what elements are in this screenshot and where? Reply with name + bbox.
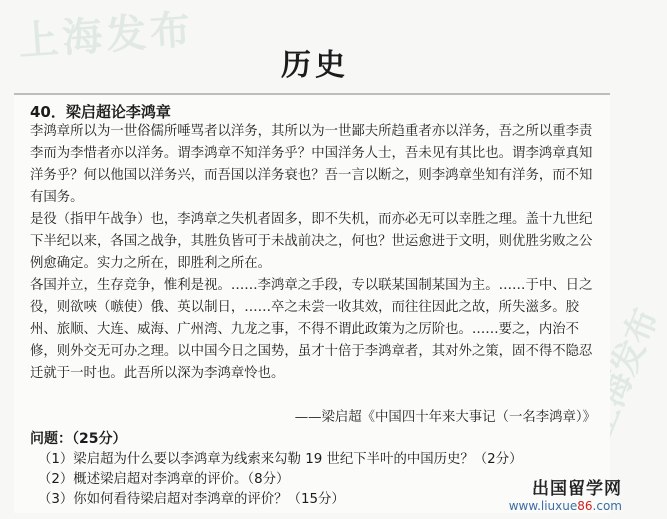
- logo-name: 出国留学网: [532, 479, 622, 499]
- logo-url-suffix: .com: [592, 499, 622, 513]
- watermark-right: 上海发布: [578, 302, 667, 445]
- question-panel: [14, 93, 610, 513]
- sub-question-2: （2）概述梁启超对李鸿章的评价。（8分）: [38, 472, 290, 487]
- logo-url-highlight: 86: [577, 499, 593, 513]
- page-title: 历史: [281, 48, 349, 83]
- passage-paragraph-2: 是役（指甲午战争）也，李鸿章之失机者固多，即不失机，而亦必无可以幸胜之理。盖十九世纪下半纪以来，各国之战争，其胜负皆可于未战前决之，何也？世运愈进于文明，则优胜劣败之公例愈确定。实力之所在，即胜利之所在。: [30, 212, 593, 271]
- passage-source: ——梁启超《中国四十年来大事记（一名李鸿章）》: [294, 410, 596, 425]
- site-logo: [509, 474, 622, 513]
- logo-url: [509, 499, 622, 513]
- logo-url-prefix: www.liuxue: [508, 499, 578, 513]
- questions-title: 问题：（25分）: [30, 431, 127, 447]
- sub-question-1: （1）梁启超为什么要以李鸿章为线索来勾勒 19 世纪下半叶的中国历史？（2分）: [38, 452, 523, 467]
- passage-paragraph-1: 李鸿章所以为一世俗儒所唾骂者以洋务，其所以为一世鄙夫所趋重者亦以洋务，吾之所以重李责李而为李惜者亦以洋务。谓李鸿章不知洋务乎？中国洋务人士，吾未见有其比也。谓李鸿章真知洋务乎？何以他国以洋务兴，而吾国以洋务衰也？吾一言以断之，则李鸿章坐知有洋务，而不知有国务。: [30, 124, 593, 205]
- watermark-top: 上海发布: [16, 6, 196, 66]
- sub-question-3: （3）你如何看待梁启超对李鸿章的评价？（15分）: [38, 492, 345, 507]
- question-heading: 40．梁启超论李鸿章: [30, 103, 171, 121]
- passage-paragraph-3: 各国并立，生存竞争，惟利是视。……李鸿章之手段，专以联某国制某国为主。……于中、日之役，则欲唊（嗾使）俄、英以制日，……卒之未尝一收其效，而往往因此之故，所失滋多。胶州、旅顺、大连、威海、广州湾、九龙之事，不得不谓此政策为之厉阶也。……要之，内治不修，则外交无可办之理。以中国今日之国势，虽才十倍于李鸿章者，其对外之策，固不得不隐忍迁就于一时也。此吾所以深为李鸿章怜也。: [30, 278, 593, 381]
